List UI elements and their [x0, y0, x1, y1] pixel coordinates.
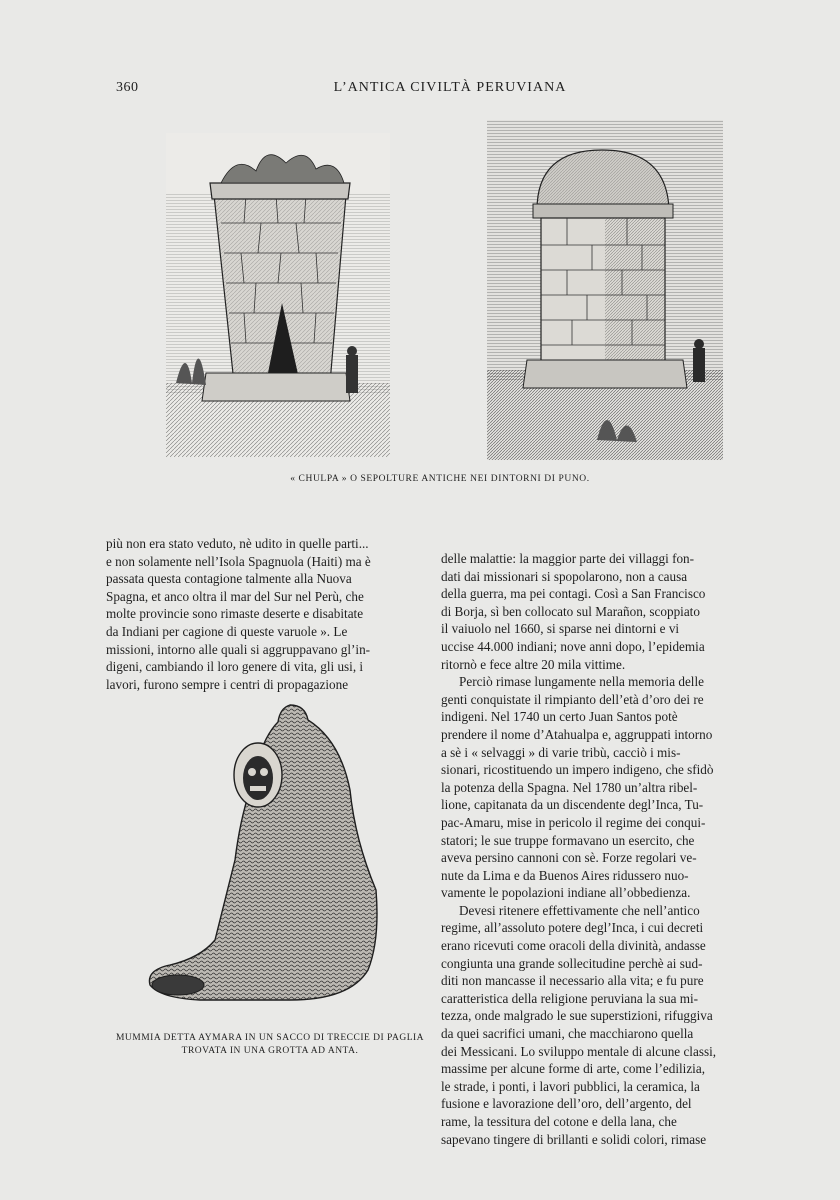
text-line: indigeni. Nel 1740 un certo Juan Santos potè	[441, 709, 678, 725]
text-line: e non solamente nell’Isola Spagnuola (Haiti) ma è	[106, 553, 371, 569]
text-line: uccise 44.000 indiani; nove anni dopo, l’epidemia	[441, 638, 705, 654]
text-line: digeni, cambiando il loro genere di vita, gli usi, i	[106, 659, 364, 675]
text-line: il vaiuolo nel 1660, si sparse nei dintorni e vi	[441, 621, 680, 637]
text-line: a sè i « selvaggi » di varie tribù, cacciò i mis-	[441, 744, 681, 760]
text-line: ritornò e fece altre 20 mila vittime.	[441, 656, 626, 672]
text-line: molte provincie sono rimaste deserte e disabitate	[106, 606, 364, 622]
chulpa-tower-engraving-right	[487, 120, 723, 460]
text-line: congiunta una grande sollecitudine perchè ai sud-	[441, 955, 703, 971]
text-line: passata questa contagione talmente alla Nuova	[106, 571, 352, 587]
text-line: vamente le popolazioni indiane all’obbedienza.	[441, 885, 691, 901]
mummy-figure-caption	[100, 1032, 440, 1058]
text-line: da Indiani per cagione di queste varuole ». Le	[106, 623, 348, 639]
text-line: Perciò rimase lungamente nella memoria delle	[459, 674, 704, 690]
text-line: genti conquistate il rimpianto dell’età d’oro dei re	[441, 691, 704, 707]
text-line: dati dai missionari si spopolarono, non a causa	[441, 568, 688, 584]
chulpa-figure-caption: « CHULPA » O SEPOLTURE ANTICHE NEI DINTORNI DI PUNO.	[290, 474, 590, 484]
text-line: diti non mancasse il necessario alla vita; e fu pure	[441, 973, 704, 989]
page-number: 360	[116, 80, 139, 95]
text-line: la potenza della Spagna. Nel 1780 un’altra ribel-	[441, 779, 698, 795]
mummy-caption-line-2: TROVATA IN UNA GROTTA AD ANTA.	[181, 1046, 359, 1056]
aymara-mummy-engraving	[140, 700, 390, 1025]
text-line: da quei sacrifici umani, che macchiarono quella	[441, 1026, 694, 1042]
text-line: erano ricevuti come oracoli della divinità, andasse	[441, 938, 706, 954]
text-line: delle malattie: la maggior parte dei villaggi fon-	[441, 551, 695, 566]
text-line: sionari, ricostituendo un impero indigeno, che sfidò	[441, 762, 714, 778]
paragraph-3	[441, 902, 779, 1148]
chulpa-tower-engraving-left	[166, 133, 390, 457]
text-line: di Borja, sì ben collocato sul Marañon, scoppiato	[441, 603, 700, 619]
text-line: sapevano tingere di brillanti e solidi colori, rimase	[441, 1131, 707, 1147]
text-line: nute da Lima e da Buenos Aires ridussero nuo-	[441, 867, 689, 883]
text-line: più non era stato veduto, nè udito in quelle parti...	[106, 536, 369, 551]
text-line: regime, all’assoluto potere degl’Inca, i cui decreti	[441, 920, 704, 936]
text-line: fusione e lavorazione dell’oro, dell’argento, del	[441, 1096, 692, 1112]
running-title: L’ANTICA CIVILTÀ PERUVIANA	[333, 80, 567, 95]
text-line: massime per alcune forme di arte, come l’edilizia,	[441, 1061, 706, 1077]
text-line: aveva persino cannoni con sè. Forze regolari ve-	[441, 850, 697, 866]
text-line: le strade, i ponti, i lavori pubblici, la ceramica, la	[441, 1078, 700, 1094]
text-line: lavori, furono sempre i centri di propagazione	[106, 676, 349, 692]
text-line: statori; le sue truppe formavano un esercito, che	[441, 832, 695, 848]
paragraph-1	[441, 550, 779, 673]
text-line: missioni, intorno alle quali si aggruppavano gl’in-	[106, 641, 371, 657]
paragraph-2	[441, 673, 779, 902]
text-line: Devesi ritenere effettivamente che nell’antico	[459, 902, 700, 918]
text-line: pac-Amaru, mise in pericolo il regime dei conqui-	[441, 814, 706, 830]
text-line: della guerra, ma pei contagi. Così a San Francisco	[441, 586, 706, 602]
text-line: dei Messicani. Lo sviluppo mentale di alcune classi,	[441, 1043, 717, 1059]
text-line: lione, capitanata da un discendente degl’Inca, Tu-	[441, 797, 704, 813]
text-line: prendere il nome d’Atahualpa e, aggruppati intorno	[441, 726, 713, 742]
text-line: Spagna, et anco oltra il mar del Sur nel Perù, che	[106, 588, 364, 604]
text-line: rame, la tessitura del cotone e della lana, che	[441, 1114, 677, 1129]
left-text-column	[106, 535, 432, 693]
text-line: tezza, onde malgrado le sue superstizioni, rifuggiva	[441, 1008, 713, 1024]
right-text-column	[441, 550, 779, 1148]
mummy-caption-line-1: MUMMIA DETTA AYMARA IN UN SACCO DI TRECCIE DI PAGLIA	[115, 1033, 425, 1043]
text-line: caratteristica della religione peruviana la sua mi-	[441, 990, 699, 1006]
